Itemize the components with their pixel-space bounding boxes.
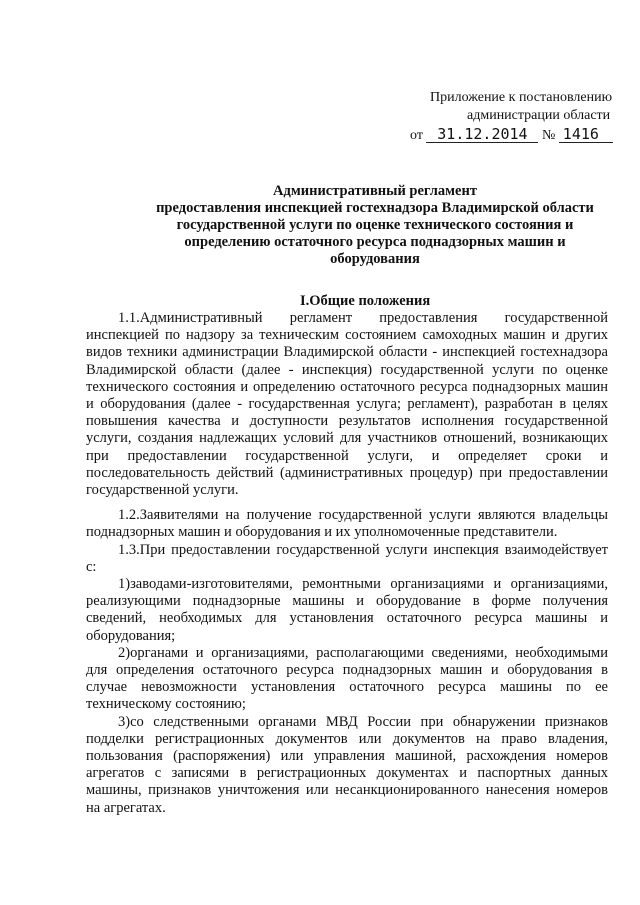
header-line-administration: администрации области <box>467 108 611 123</box>
list-item-1: 1)заводами-изготовителями, ремонтными организациями и организациями, реализующими поднадзорные машины и оборудование в форме получения сведений, необходимых для установления остаточного ресурса машины и оборудования; <box>86 576 608 644</box>
title-line-1: Административный регламент <box>273 183 477 199</box>
approval-header <box>0 0 640 160</box>
title-line-3: государственной услуги по оценке технического состояния и <box>176 217 574 233</box>
number-label: № <box>541 128 556 143</box>
header-line-appendix: Приложение к постановлению <box>430 90 613 105</box>
paragraph-1-1: 1.1.Административный регламент предоставления государственной инспекцией по надзору за техническим состоянием самоходных машин и других видов техники администрации Владимирской области - инспекцией гостехнадзора Владимирской области (далее - инспекция) государственной услуги по оценке технического состояния и определению остаточного ресурса поднадзорных машин и оборудования (далее - государственная услуга; регламент), разработан в целях повышения качества и доступности результатов исполнения государственной услуги, создания надлежащих условий для участников отношений, возникающих при предоставлении государственной услуги, и определяет сроки и последовательность действий (административных процедур) при предоставлении государственной услуги. <box>86 310 608 499</box>
paragraph-1-3: 1.3.При предоставлении государственной услуги инспекция взаимодействует с: <box>86 541 608 575</box>
title-line-2: предоставления инспекцией гостехнадзора Владимирской области <box>156 200 594 216</box>
from-label: от <box>410 128 423 143</box>
handwritten-date: 31.12.2014 <box>426 126 538 143</box>
section-heading: I.Общие положения <box>300 293 431 309</box>
list-item-3: 3)со следственными органами МВД России при обнаружении признаков подделки регистрационных документов или документов на право владения, пользования (распоряжения) или управления машиной, расхождения номеров агрегатов с записями в регистрационных документах и паспортных данных машины, признаков уничтожения или несанкционированного нанесения номеров на агрегатах. <box>86 713 608 816</box>
list-item-2: 2)органами и организациями, располагающими сведениями, необходимыми для определения остаточного ресурса поднадзорных машин и оборудования в случае невозможности установления остаточного ресурса машины по ее техническому состоянию; <box>86 644 608 713</box>
title-line-4: определению остаточного ресурса поднадзорных машин и <box>184 234 566 250</box>
paragraph-1-2: 1.2.Заявителями на получение государственной услуги являются владельцы поднадзорных машин и оборудования и их уполномоченные представители. <box>86 507 608 541</box>
header-line-date-number <box>410 126 613 144</box>
document-title <box>140 183 610 268</box>
handwritten-number: 1416 <box>559 126 613 143</box>
document-body <box>86 310 608 817</box>
title-line-5: оборудования <box>330 251 420 267</box>
